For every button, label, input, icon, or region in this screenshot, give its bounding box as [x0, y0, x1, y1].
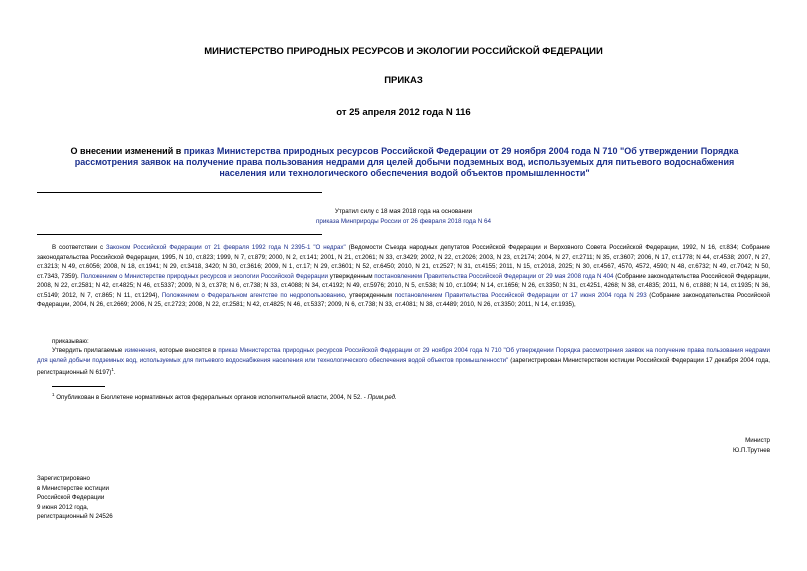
lapsed-notice-text: Утратил силу с 18 мая 2018 года на основании: [334, 208, 473, 215]
agency-regulation-link[interactable]: Положением о Федеральном агентстве по недропользованию: [161, 291, 345, 299]
registration-line: в Министерстве юстиции: [37, 484, 110, 492]
order-text: , которые вносятся в: [155, 347, 219, 354]
signature-name: Ю.П.Трутнев: [732, 446, 770, 454]
order-text-end: .: [113, 369, 116, 377]
order-710-link[interactable]: приказ Министерства природных ресурсов Российской Федерации от 29 ноября 2004 года N 710 "Об утверждении Порядка рассмотрения заявок на получение права пользования недрами для целей добычи подземных вод, используемых для питьевого водоснабжения населения или технологического обеспечения водой объектов промышленности": [37, 347, 771, 364]
document-date-number: от 25 апреля 2012 года N 116: [336, 107, 471, 118]
lapsed-notice: [0, 207, 807, 227]
government-decree-404-link[interactable]: постановлением Правительства Российской Федерации от 29 мая 2008 года N 404: [374, 272, 614, 280]
registration-line: регистрационный N 24526: [37, 513, 113, 520]
government-decree-293-link[interactable]: постановлением Правительства Российской Федерации от 17 июня 2004 года N 293: [394, 291, 647, 299]
title-link[interactable]: приказ Министерства природных ресурсов Российской Федерации от 29 ноября 2004 года N 710 "Об утверждении Порядка рассмотрения заявок на получение права пользования недрами для целей добычи подземных вод, используемых для питьевого водоснабжения населения или технологического обеспечения водой объектов промышленности": [74, 146, 739, 178]
registration-line: 9 июня 2012 года,: [37, 503, 89, 511]
footnote: [52, 390, 397, 403]
changes-link[interactable]: изменения: [124, 347, 156, 354]
preamble-paragraph: [37, 243, 770, 310]
order-text: (зарегистрирован Министерством юстиции Российской Федерации 17 декабря 2004 года, регистрационный N 6197): [37, 356, 770, 377]
preamble-text: утвержденным: [328, 272, 375, 280]
registration-block: [37, 474, 113, 522]
footnote-text: Опубликован в Бюллетене нормативных актов федеральных органов исполнительной власти, 2004, N 52. -: [54, 394, 368, 402]
registration-line: Зарегистрировано: [37, 475, 90, 482]
ministry-heading: МИНИСТЕРСТВО ПРИРОДНЫХ РЕСУРСОВ И ЭКОЛОГИИ РОССИЙСКОЙ ФЕДЕРАЦИИ: [204, 46, 603, 57]
order-text: Утвердить прилагаемые: [52, 347, 125, 354]
signature-block: [600, 436, 770, 455]
footnote-editor-note: Прим.ред.: [367, 394, 397, 402]
registration-line: Российской Федерации: [37, 494, 105, 501]
footnote-separator: [52, 386, 105, 387]
footnote-mark: 1: [52, 392, 55, 397]
footnote-reference[interactable]: 1: [111, 367, 114, 372]
preamble-text: , утвержденным: [344, 291, 395, 299]
document-title: [52, 146, 757, 179]
separator-line: [37, 234, 322, 235]
order-paragraph: [37, 346, 770, 378]
title-prefix: О внесении изменений в: [70, 146, 184, 156]
law-on-subsoil-link[interactable]: Законом Российской Федерации от 21 февраля 1992 года N 2395-1 "О недрах": [105, 244, 346, 251]
document-type: ПРИКАЗ: [384, 75, 423, 86]
signature-role: Министр: [745, 437, 770, 444]
lapsed-notice-link[interactable]: приказа Минприроды России от 26 февраля 2018 года N 64: [315, 218, 491, 225]
order-word: приказываю:: [52, 338, 89, 345]
preamble-text: (Собрание законодательства Российской Федерации, 2008, N 22, ст.2581; N 42, ст.4825; N 46, ст.5337; 2009, N 3, ст.378; N 6, ст.738; N 33, ст.4088; N 34, ст.4192; N 49, ст.5976; 2010, N 5, ст.538; N 10, ст.1094; N 14, ст.1656; N 26, ст.3350; N 31, ст.4251, 4268; N 38, ст.4835; 2011, N 6, ст.888; N 14, ст.1935; N 36, ст.5149; 2012, N 7, ст.865; N 11, ст.1294),: [37, 272, 770, 299]
ministry-regulation-link[interactable]: Положением о Министерстве природных ресурсов и экологии Российской Федерации: [80, 272, 329, 280]
preamble-text: (Ведомости Съезда народных депутатов Российской Федерации и Верховного Совета Российской Федерации, 1992, N 16, ст.834; Собрание законодательства Российской Федерации, 1995, N 10, ст.823; 1999, N 7, ст.879; 2000, N 2, ст.141; 2001, N 21, ст.2061; N 33, ст.3429; 2002, N 22, ст.2026; 2003, N 23, ст.2174; 2004, N 27, ст.2711; N 35, ст.3607; 2006, N 17, ст.1778; N 44, ст.4538; 2007, N 27, ст.3213; N 49, ст.6056; 2008, N 18, ст.1941; N 29, ст.3418, 3420; N 30, ст.3616; 2009, N 1, ст.17; N 29, ст.3601; N 52, ст.6450; 2010, N 21, ст.2527; N 31, ст.4155; 2011, N 15, ст.2018, 2025; N 30, ст.4567, 4570, 4572, 4590; N 48, ст.6732; N 49, ст.7042; N 50, ст.7343, 7359).: [37, 244, 770, 280]
preamble-text: В соответствии с: [52, 244, 106, 251]
separator-line: [37, 192, 322, 193]
preamble-text: (Собрание законодательства Российской Федерации, 2004, N 26, ст.2669; 2006, N 25, ст.2723; 2008, N 22, ст.2581; N 42, ст.4825; N 46, ст.5337; 2009, N 6, ст.738; N 33, ст.4081; N 38, ст.4489; 2010, N 26, ст.3350; 2011, N 14, ст.1935),: [37, 291, 770, 308]
